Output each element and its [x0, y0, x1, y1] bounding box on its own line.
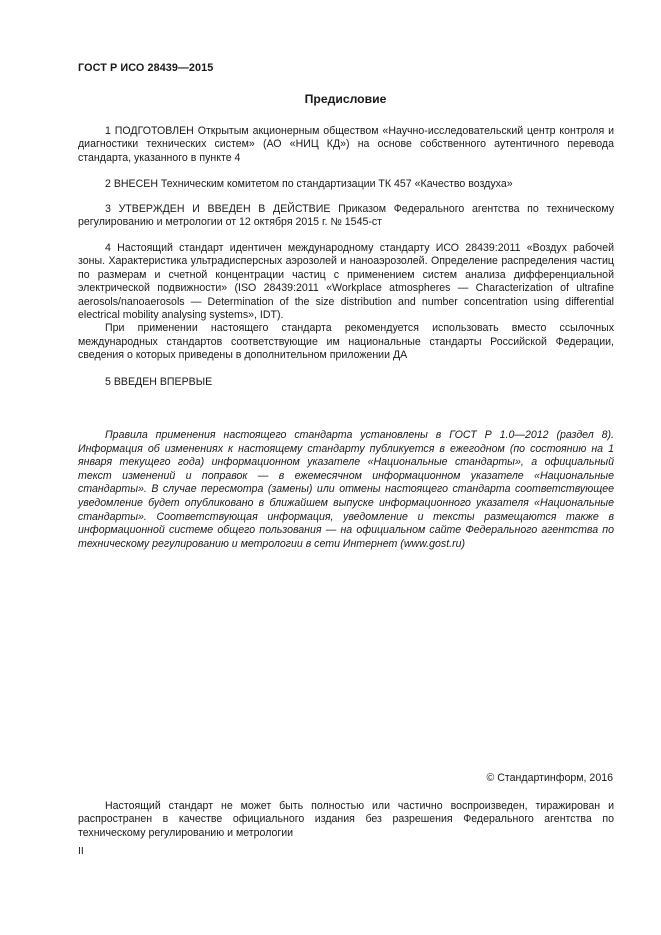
preface-item-3-text: 3 УТВЕРЖДЕН И ВВЕДЕН В ДЕЙСТВИЕ Приказом Федерального агентства по техническому регулированию и метрологии от 12 октября 2015 г. № 1545-ст — [78, 203, 614, 229]
notice-text: Правила применения настоящего стандарта установлены в ГОСТ Р 1.0—2012 (раздел 8). Информация об изменениях к настоящему стандарту публикуется в ежегодном (по состоянию на 1 января текущего года) информационном указателе «Национальные стандарты», а официальный текст изменений и поправок — в ежемесячном информационном указателе «Национальные стандарты». В случае пересмотра (замены) или отмены настоящего стандарта соответствующее уведомление будет опубликовано в ближайшем выпуске информационного указателя «Национальные стандарты». Соответствующая информация, уведомление и тексты размещаются также в информационной системе общего пользования — на официальном сайте Федерального агентства по техническому регулированию и метрологии в сети Интернет (www.gost.ru) — [78, 429, 614, 550]
preface-item-3 — [78, 203, 614, 230]
preface-item-2 — [78, 178, 614, 191]
preface-item-4-text: 4 Настоящий стандарт идентичен международному стандарту ИСО 28439:2011 «Воздух рабочей зоны. Характеристика ультрадисперсных аэрозолей и наноаэрозолей. Определение распределения частиц по размерам и счетной концентрации частиц с применением систем анализа дифференциальной электрической подвижности» (ISO 28439:2011 «Workplace atmospheres — Characterization of ultrafine aerosols/nanoaerosols — Determination of the size distribution and number concentration using differential electrical mobility analysing systems», IDT). — [78, 242, 614, 322]
reproduction-rights-text: Настоящий стандарт не может быть полностью или частично воспроизведен, тиражирован и распространен в качестве официального издания без разрешения Федерального агентства по техническому регулированию и метрологии — [78, 800, 614, 839]
page-number: II — [78, 846, 84, 857]
preface-item-4-note: При применении настоящего стандарта рекомендуется использовать вместо ссылочных международных стандартов соответствующие им национальные стандарты Российской Федерации, сведения о которых приведены в дополнительном приложении ДА — [78, 322, 614, 362]
preface-title: Предисловие — [304, 92, 387, 106]
preface-item-5 — [78, 376, 614, 389]
application-rules-notice — [78, 429, 614, 551]
preface-item-1-text: 1 ПОДГОТОВЛЕН Открытым акционерным обществом «Научно-исследовательский центр контроля и диагностики технических систем» (АО «НИЦ КД») на основе собственного аутентичного перевода стандарта, указанного в пункте 4 — [78, 125, 614, 164]
preface-item-4 — [78, 242, 614, 363]
copyright: © Стандартинформ, 2016 — [486, 772, 613, 784]
preface-item-5-text: 5 ВВЕДЕН ВПЕРВЫЕ — [105, 376, 213, 388]
reproduction-rights — [78, 800, 614, 840]
preface-item-2-text: 2 ВНЕСЕН Техническим комитетом по стандартизации ТК 457 «Качество воздуха» — [105, 178, 513, 190]
preface-item-1 — [78, 125, 614, 165]
document-code: ГОСТ Р ИСО 28439—2015 — [78, 62, 214, 74]
